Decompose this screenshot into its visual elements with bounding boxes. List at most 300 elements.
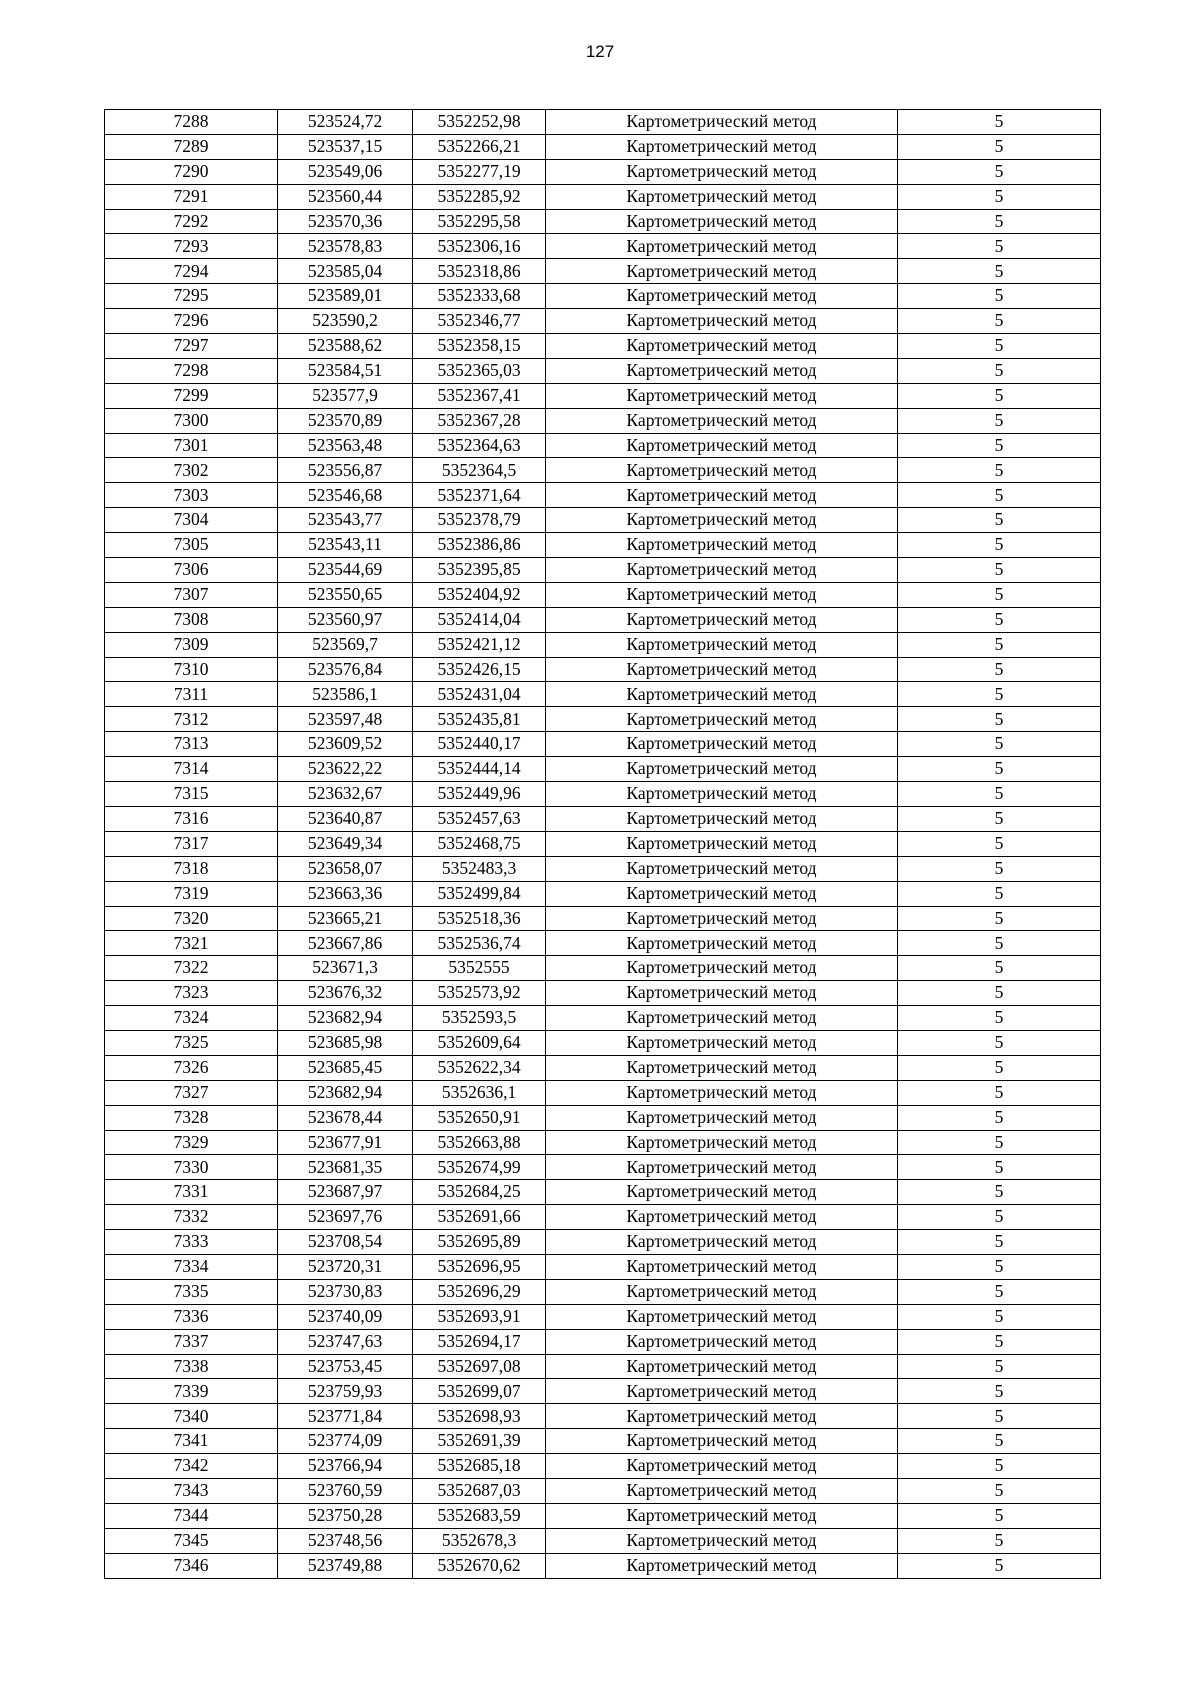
point-number-cell: 7304 (105, 508, 278, 533)
method-cell: Картометрический метод (546, 906, 898, 931)
point-number-cell: 7294 (105, 259, 278, 284)
accuracy-cell: 5 (898, 806, 1101, 831)
accuracy-cell: 5 (898, 1055, 1101, 1080)
accuracy-cell: 5 (898, 607, 1101, 632)
method-cell: Картометрический метод (546, 856, 898, 881)
x-coordinate-cell: 523590,2 (278, 309, 413, 334)
y-coordinate-cell: 5352421,12 (413, 632, 546, 657)
x-coordinate-cell: 523584,51 (278, 358, 413, 383)
method-cell: Картометрический метод (546, 1180, 898, 1205)
y-coordinate-cell: 5352699,07 (413, 1379, 546, 1404)
accuracy-cell: 5 (898, 1329, 1101, 1354)
table-row (105, 259, 1101, 284)
y-coordinate-cell: 5352636,1 (413, 1080, 546, 1105)
table-row (105, 582, 1101, 607)
point-number-cell: 7346 (105, 1553, 278, 1578)
x-coordinate-cell: 523578,83 (278, 234, 413, 259)
method-cell: Картометрический метод (546, 757, 898, 782)
accuracy-cell: 5 (898, 956, 1101, 981)
point-number-cell: 7288 (105, 110, 278, 135)
accuracy-cell: 5 (898, 856, 1101, 881)
accuracy-cell: 5 (898, 1454, 1101, 1479)
x-coordinate-cell: 523677,91 (278, 1130, 413, 1155)
accuracy-cell: 5 (898, 1105, 1101, 1130)
method-cell: Картометрический метод (546, 259, 898, 284)
table-row (105, 383, 1101, 408)
y-coordinate-cell: 5352449,96 (413, 782, 546, 807)
table-row (105, 1155, 1101, 1180)
y-coordinate-cell: 5352536,74 (413, 931, 546, 956)
accuracy-cell: 5 (898, 1304, 1101, 1329)
accuracy-cell: 5 (898, 632, 1101, 657)
table-row (105, 657, 1101, 682)
table-row (105, 1006, 1101, 1031)
point-number-cell: 7306 (105, 558, 278, 583)
point-number-cell: 7318 (105, 856, 278, 881)
point-number-cell: 7310 (105, 657, 278, 682)
table-row (105, 1478, 1101, 1503)
accuracy-cell: 5 (898, 831, 1101, 856)
x-coordinate-cell: 523640,87 (278, 806, 413, 831)
method-cell: Картометрический метод (546, 134, 898, 159)
point-number-cell: 7290 (105, 159, 278, 184)
y-coordinate-cell: 5352333,68 (413, 284, 546, 309)
table-row (105, 1429, 1101, 1454)
accuracy-cell: 5 (898, 1553, 1101, 1578)
point-number-cell: 7317 (105, 831, 278, 856)
table-row (105, 632, 1101, 657)
method-cell: Картометрический метод (546, 558, 898, 583)
x-coordinate-cell: 523585,04 (278, 259, 413, 284)
accuracy-cell: 5 (898, 284, 1101, 309)
point-number-cell: 7339 (105, 1379, 278, 1404)
accuracy-cell: 5 (898, 184, 1101, 209)
x-coordinate-cell: 523560,97 (278, 607, 413, 632)
point-number-cell: 7332 (105, 1205, 278, 1230)
table-row (105, 309, 1101, 334)
point-number-cell: 7298 (105, 358, 278, 383)
point-number-cell: 7295 (105, 284, 278, 309)
accuracy-cell: 5 (898, 1379, 1101, 1404)
point-number-cell: 7313 (105, 732, 278, 757)
point-number-cell: 7301 (105, 433, 278, 458)
table-row (105, 782, 1101, 807)
x-coordinate-cell: 523560,44 (278, 184, 413, 209)
y-coordinate-cell: 5352483,3 (413, 856, 546, 881)
point-number-cell: 7319 (105, 881, 278, 906)
method-cell: Картометрический метод (546, 806, 898, 831)
point-number-cell: 7312 (105, 707, 278, 732)
x-coordinate-cell: 523750,28 (278, 1503, 413, 1528)
table-row (105, 433, 1101, 458)
method-cell: Картометрический метод (546, 1404, 898, 1429)
point-number-cell: 7291 (105, 184, 278, 209)
point-number-cell: 7302 (105, 458, 278, 483)
point-number-cell: 7334 (105, 1254, 278, 1279)
accuracy-cell: 5 (898, 483, 1101, 508)
x-coordinate-cell: 523597,48 (278, 707, 413, 732)
table-row (105, 1080, 1101, 1105)
point-number-cell: 7289 (105, 134, 278, 159)
table-row (105, 533, 1101, 558)
accuracy-cell: 5 (898, 757, 1101, 782)
table-row (105, 682, 1101, 707)
method-cell: Картометрический метод (546, 1080, 898, 1105)
x-coordinate-cell: 523576,84 (278, 657, 413, 682)
accuracy-cell: 5 (898, 259, 1101, 284)
method-cell: Картометрический метод (546, 732, 898, 757)
method-cell: Картометрический метод (546, 1354, 898, 1379)
x-coordinate-cell: 523682,94 (278, 1080, 413, 1105)
table-row (105, 1528, 1101, 1553)
y-coordinate-cell: 5352698,93 (413, 1404, 546, 1429)
method-cell: Картометрический метод (546, 707, 898, 732)
y-coordinate-cell: 5352395,85 (413, 558, 546, 583)
accuracy-cell: 5 (898, 981, 1101, 1006)
y-coordinate-cell: 5352593,5 (413, 1006, 546, 1031)
accuracy-cell: 5 (898, 383, 1101, 408)
method-cell: Картометрический метод (546, 782, 898, 807)
table-row (105, 831, 1101, 856)
table-row (105, 284, 1101, 309)
y-coordinate-cell: 5352697,08 (413, 1354, 546, 1379)
x-coordinate-cell: 523586,1 (278, 682, 413, 707)
method-cell: Картометрический метод (546, 1503, 898, 1528)
y-coordinate-cell: 5352367,41 (413, 383, 546, 408)
point-number-cell: 7292 (105, 209, 278, 234)
x-coordinate-cell: 523685,45 (278, 1055, 413, 1080)
y-coordinate-cell: 5352277,19 (413, 159, 546, 184)
table-row (105, 1454, 1101, 1479)
point-number-cell: 7321 (105, 931, 278, 956)
y-coordinate-cell: 5352444,14 (413, 757, 546, 782)
accuracy-cell: 5 (898, 1130, 1101, 1155)
y-coordinate-cell: 5352364,5 (413, 458, 546, 483)
accuracy-cell: 5 (898, 1180, 1101, 1205)
table-row (105, 334, 1101, 359)
method-cell: Картометрический метод (546, 383, 898, 408)
x-coordinate-cell: 523649,34 (278, 831, 413, 856)
accuracy-cell: 5 (898, 582, 1101, 607)
accuracy-cell: 5 (898, 657, 1101, 682)
point-number-cell: 7333 (105, 1230, 278, 1255)
y-coordinate-cell: 5352609,64 (413, 1030, 546, 1055)
method-cell: Картометрический метод (546, 508, 898, 533)
x-coordinate-cell: 523708,54 (278, 1230, 413, 1255)
table-row (105, 1503, 1101, 1528)
x-coordinate-cell: 523622,22 (278, 757, 413, 782)
method-cell: Картометрический метод (546, 1478, 898, 1503)
y-coordinate-cell: 5352696,29 (413, 1279, 546, 1304)
accuracy-cell: 5 (898, 1030, 1101, 1055)
accuracy-cell: 5 (898, 508, 1101, 533)
accuracy-cell: 5 (898, 408, 1101, 433)
coordinates-table-body (105, 110, 1101, 1579)
x-coordinate-cell: 523676,32 (278, 981, 413, 1006)
y-coordinate-cell: 5352306,16 (413, 234, 546, 259)
y-coordinate-cell: 5352555 (413, 956, 546, 981)
method-cell: Картометрический метод (546, 632, 898, 657)
table-row (105, 1230, 1101, 1255)
y-coordinate-cell: 5352365,03 (413, 358, 546, 383)
point-number-cell: 7331 (105, 1180, 278, 1205)
accuracy-cell: 5 (898, 1354, 1101, 1379)
x-coordinate-cell: 523774,09 (278, 1429, 413, 1454)
x-coordinate-cell: 523588,62 (278, 334, 413, 359)
accuracy-cell: 5 (898, 110, 1101, 135)
method-cell: Картометрический метод (546, 1553, 898, 1578)
point-number-cell: 7320 (105, 906, 278, 931)
method-cell: Картометрический метод (546, 458, 898, 483)
table-row (105, 1404, 1101, 1429)
y-coordinate-cell: 5352674,99 (413, 1155, 546, 1180)
point-number-cell: 7297 (105, 334, 278, 359)
method-cell: Картометрический метод (546, 981, 898, 1006)
x-coordinate-cell: 523760,59 (278, 1478, 413, 1503)
method-cell: Картометрический метод (546, 1429, 898, 1454)
x-coordinate-cell: 523771,84 (278, 1404, 413, 1429)
table-row (105, 732, 1101, 757)
point-number-cell: 7338 (105, 1354, 278, 1379)
accuracy-cell: 5 (898, 782, 1101, 807)
accuracy-cell: 5 (898, 334, 1101, 359)
accuracy-cell: 5 (898, 1205, 1101, 1230)
method-cell: Картометрический метод (546, 1329, 898, 1354)
x-coordinate-cell: 523685,98 (278, 1030, 413, 1055)
accuracy-cell: 5 (898, 931, 1101, 956)
y-coordinate-cell: 5352691,66 (413, 1205, 546, 1230)
accuracy-cell: 5 (898, 707, 1101, 732)
table-row (105, 358, 1101, 383)
point-number-cell: 7307 (105, 582, 278, 607)
method-cell: Картометрический метод (546, 1454, 898, 1479)
y-coordinate-cell: 5352431,04 (413, 682, 546, 707)
table-row (105, 806, 1101, 831)
y-coordinate-cell: 5352685,18 (413, 1454, 546, 1479)
method-cell: Картометрический метод (546, 184, 898, 209)
point-number-cell: 7311 (105, 682, 278, 707)
x-coordinate-cell: 523537,15 (278, 134, 413, 159)
table-row (105, 134, 1101, 159)
table-row (105, 159, 1101, 184)
x-coordinate-cell: 523570,89 (278, 408, 413, 433)
table-row (105, 1180, 1101, 1205)
x-coordinate-cell: 523524,72 (278, 110, 413, 135)
y-coordinate-cell: 5352295,58 (413, 209, 546, 234)
y-coordinate-cell: 5352346,77 (413, 309, 546, 334)
point-number-cell: 7305 (105, 533, 278, 558)
x-coordinate-cell: 523681,35 (278, 1155, 413, 1180)
table-row (105, 1105, 1101, 1130)
y-coordinate-cell: 5352573,92 (413, 981, 546, 1006)
y-coordinate-cell: 5352371,64 (413, 483, 546, 508)
table-row (105, 483, 1101, 508)
point-number-cell: 7342 (105, 1454, 278, 1479)
x-coordinate-cell: 523697,76 (278, 1205, 413, 1230)
table-row (105, 1030, 1101, 1055)
y-coordinate-cell: 5352650,91 (413, 1105, 546, 1130)
y-coordinate-cell: 5352285,92 (413, 184, 546, 209)
table-row (105, 1379, 1101, 1404)
x-coordinate-cell: 523563,48 (278, 433, 413, 458)
accuracy-cell: 5 (898, 1528, 1101, 1553)
x-coordinate-cell: 523749,88 (278, 1553, 413, 1578)
x-coordinate-cell: 523550,65 (278, 582, 413, 607)
y-coordinate-cell: 5352678,3 (413, 1528, 546, 1553)
method-cell: Картометрический метод (546, 334, 898, 359)
method-cell: Картометрический метод (546, 657, 898, 682)
x-coordinate-cell: 523720,31 (278, 1254, 413, 1279)
y-coordinate-cell: 5352435,81 (413, 707, 546, 732)
method-cell: Картометрический метод (546, 1279, 898, 1304)
method-cell: Картометрический метод (546, 1006, 898, 1031)
table-row (105, 110, 1101, 135)
x-coordinate-cell: 523730,83 (278, 1279, 413, 1304)
accuracy-cell: 5 (898, 1080, 1101, 1105)
method-cell: Картометрический метод (546, 209, 898, 234)
x-coordinate-cell: 523609,52 (278, 732, 413, 757)
x-coordinate-cell: 523546,68 (278, 483, 413, 508)
point-number-cell: 7299 (105, 383, 278, 408)
method-cell: Картометрический метод (546, 831, 898, 856)
y-coordinate-cell: 5352318,86 (413, 259, 546, 284)
y-coordinate-cell: 5352358,15 (413, 334, 546, 359)
point-number-cell: 7326 (105, 1055, 278, 1080)
y-coordinate-cell: 5352457,63 (413, 806, 546, 831)
accuracy-cell: 5 (898, 309, 1101, 334)
table-row (105, 1304, 1101, 1329)
method-cell: Картометрический метод (546, 1130, 898, 1155)
table-row (105, 856, 1101, 881)
y-coordinate-cell: 5352378,79 (413, 508, 546, 533)
x-coordinate-cell: 523687,97 (278, 1180, 413, 1205)
point-number-cell: 7309 (105, 632, 278, 657)
accuracy-cell: 5 (898, 1478, 1101, 1503)
method-cell: Картометрический метод (546, 309, 898, 334)
method-cell: Картометрический метод (546, 533, 898, 558)
y-coordinate-cell: 5352684,25 (413, 1180, 546, 1205)
point-number-cell: 7343 (105, 1478, 278, 1503)
table-row (105, 458, 1101, 483)
method-cell: Картометрический метод (546, 1230, 898, 1255)
table-row (105, 558, 1101, 583)
x-coordinate-cell: 523663,36 (278, 881, 413, 906)
point-number-cell: 7337 (105, 1329, 278, 1354)
y-coordinate-cell: 5352695,89 (413, 1230, 546, 1255)
y-coordinate-cell: 5352663,88 (413, 1130, 546, 1155)
method-cell: Картометрический метод (546, 358, 898, 383)
point-number-cell: 7345 (105, 1528, 278, 1553)
point-number-cell: 7322 (105, 956, 278, 981)
point-number-cell: 7329 (105, 1130, 278, 1155)
point-number-cell: 7340 (105, 1404, 278, 1429)
x-coordinate-cell: 523747,63 (278, 1329, 413, 1354)
x-coordinate-cell: 523748,56 (278, 1528, 413, 1553)
accuracy-cell: 5 (898, 1429, 1101, 1454)
table-row (105, 956, 1101, 981)
x-coordinate-cell: 523671,3 (278, 956, 413, 981)
y-coordinate-cell: 5352468,75 (413, 831, 546, 856)
y-coordinate-cell: 5352518,36 (413, 906, 546, 931)
y-coordinate-cell: 5352622,34 (413, 1055, 546, 1080)
table-row (105, 906, 1101, 931)
accuracy-cell: 5 (898, 732, 1101, 757)
x-coordinate-cell: 523678,44 (278, 1105, 413, 1130)
y-coordinate-cell: 5352683,59 (413, 1503, 546, 1528)
point-number-cell: 7308 (105, 607, 278, 632)
y-coordinate-cell: 5352386,86 (413, 533, 546, 558)
method-cell: Картометрический метод (546, 1205, 898, 1230)
table-row (105, 1279, 1101, 1304)
table-row (105, 931, 1101, 956)
table-row (105, 234, 1101, 259)
y-coordinate-cell: 5352426,15 (413, 657, 546, 682)
accuracy-cell: 5 (898, 358, 1101, 383)
method-cell: Картометрический метод (546, 1030, 898, 1055)
accuracy-cell: 5 (898, 134, 1101, 159)
page-number: 127 (585, 42, 615, 61)
table-row (105, 757, 1101, 782)
accuracy-cell: 5 (898, 1404, 1101, 1429)
y-coordinate-cell: 5352694,17 (413, 1329, 546, 1354)
y-coordinate-cell: 5352696,95 (413, 1254, 546, 1279)
method-cell: Картометрический метод (546, 159, 898, 184)
method-cell: Картометрический метод (546, 682, 898, 707)
point-number-cell: 7327 (105, 1080, 278, 1105)
x-coordinate-cell: 523632,67 (278, 782, 413, 807)
y-coordinate-cell: 5352266,21 (413, 134, 546, 159)
table-row (105, 1055, 1101, 1080)
x-coordinate-cell: 523543,77 (278, 508, 413, 533)
y-coordinate-cell: 5352440,17 (413, 732, 546, 757)
point-number-cell: 7293 (105, 234, 278, 259)
accuracy-cell: 5 (898, 1006, 1101, 1031)
x-coordinate-cell: 523544,69 (278, 558, 413, 583)
accuracy-cell: 5 (898, 881, 1101, 906)
accuracy-cell: 5 (898, 458, 1101, 483)
method-cell: Картометрический метод (546, 1254, 898, 1279)
y-coordinate-cell: 5352687,03 (413, 1478, 546, 1503)
x-coordinate-cell: 523549,06 (278, 159, 413, 184)
accuracy-cell: 5 (898, 1254, 1101, 1279)
method-cell: Картометрический метод (546, 1304, 898, 1329)
accuracy-cell: 5 (898, 533, 1101, 558)
method-cell: Картометрический метод (546, 483, 898, 508)
point-number-cell: 7314 (105, 757, 278, 782)
x-coordinate-cell: 523658,07 (278, 856, 413, 881)
point-number-cell: 7303 (105, 483, 278, 508)
x-coordinate-cell: 523665,21 (278, 906, 413, 931)
table-row (105, 209, 1101, 234)
table-row (105, 508, 1101, 533)
table-row (105, 981, 1101, 1006)
point-number-cell: 7328 (105, 1105, 278, 1130)
accuracy-cell: 5 (898, 1279, 1101, 1304)
point-number-cell: 7341 (105, 1429, 278, 1454)
method-cell: Картометрический метод (546, 881, 898, 906)
accuracy-cell: 5 (898, 1155, 1101, 1180)
point-number-cell: 7300 (105, 408, 278, 433)
table-row (105, 607, 1101, 632)
table-row (105, 408, 1101, 433)
y-coordinate-cell: 5352414,04 (413, 607, 546, 632)
accuracy-cell: 5 (898, 433, 1101, 458)
table-row (105, 707, 1101, 732)
x-coordinate-cell: 523753,45 (278, 1354, 413, 1379)
y-coordinate-cell: 5352367,28 (413, 408, 546, 433)
x-coordinate-cell: 523667,86 (278, 931, 413, 956)
x-coordinate-cell: 523682,94 (278, 1006, 413, 1031)
